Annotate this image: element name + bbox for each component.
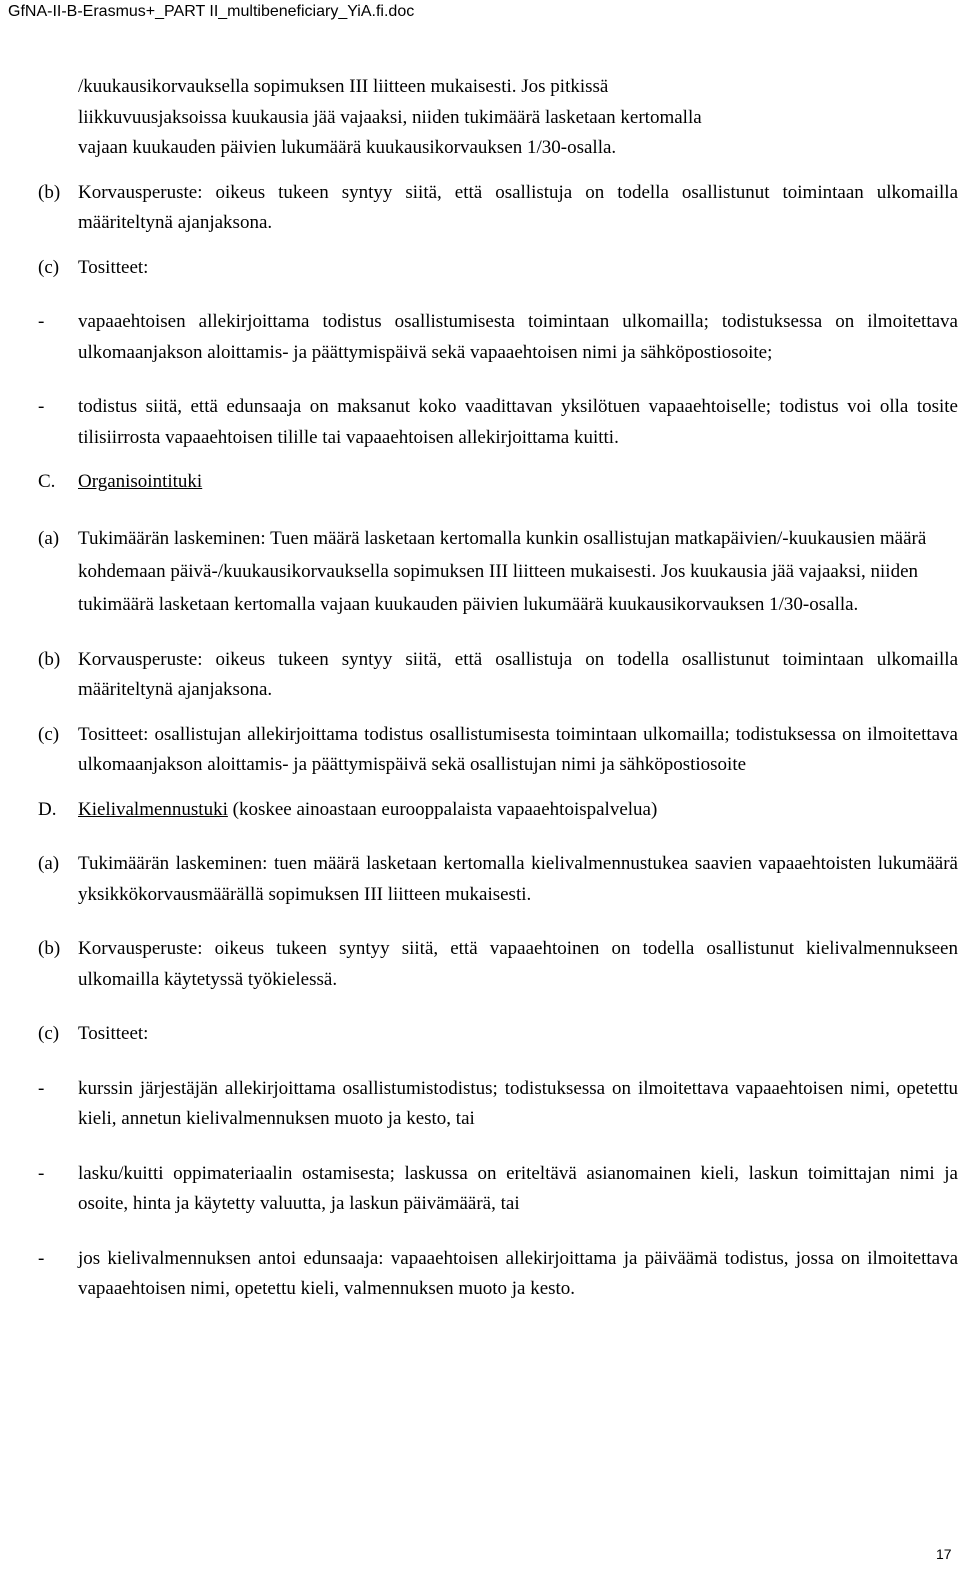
list-marker: (a): [38, 527, 60, 549]
section-letter: C.: [38, 471, 56, 492]
bullet-text: lasku/kuitti oppimateriaalin ostamisesta; laskussa on eriteltävä asianomainen kieli, laskun toimittajan nimi ja osoite, hinta ja käytetty valuutta, ja laskun päivämäärä, tai: [78, 1162, 958, 1214]
bullet-dash: -: [38, 396, 45, 417]
page-number: 17: [936, 1546, 952, 1562]
paragraph-text: Korvausperuste: oikeus tukeen syntyy siitä, että vapaaehtoinen on todella osallistunut kielivalmennukseen ulkomailla käytetyssä työkielessä.: [78, 938, 958, 990]
intro-paragraph: [38, 72, 958, 164]
paragraph-text: Tukimäärän laskeminen: Tuen määrä lasketaan kertomalla kunkin osallistujan matkapäivien/-kuukausien määrä kohdemaan päivä-/kuukausikorvauksella sopimuksen III liitteen mukaisesti. Jos kuukausia jää vajaaksi, niiden tukimäärä lasketaan kertomalla vajaan kuukauden päivien lukumäärä kuukausikorvauksen 1/30-osalla.: [78, 527, 927, 615]
prev-section-c: [38, 253, 958, 284]
section-d-item-c: [38, 1019, 958, 1050]
bullet-item: [38, 1159, 958, 1220]
section-letter: D.: [38, 798, 57, 820]
bullet-item: [38, 307, 958, 368]
bullet-item: [38, 392, 958, 453]
section-title: Organisointituki: [78, 471, 203, 492]
list-marker: (b): [38, 181, 61, 203]
paragraph-text: Tositteet: osallistujan allekirjoittama todistus osallistumisesta toimintaan ulkomailla; todistuksessa on ilmoitettava ulkomaanjakson aloittamis- ja päättymispäivä sekä osallistujan nimi ja sähköpostiosoite: [78, 723, 958, 775]
bullet-dash: -: [38, 1162, 45, 1184]
document-body: [38, 72, 958, 1305]
section-c-item-b: [38, 645, 958, 706]
list-marker: (a): [38, 853, 60, 874]
list-marker: (c): [38, 1023, 60, 1044]
bullet-dash: -: [38, 1077, 45, 1099]
bullet-text: kurssin järjestäjän allekirjoittama osallistumistodistus; todistuksessa on ilmoitettava vapaaehtoisen nimi, opetettu kieli, annetun kielivalmennuksen muoto ja kesto, tai: [78, 1077, 958, 1129]
bullet-text: todistus siitä, että edunsaaja on maksanut koko vaadittavan yksilötuen vapaaehtoiselle; todistus voi olla tosite tilisiirrosta vapaaehtoisen tilille tai vapaaehtoisen allekirjoittama kuitti.: [78, 396, 958, 448]
paragraph-text: Tositteet:: [78, 1023, 149, 1044]
bullet-text: vapaaehtoisen allekirjoittama todistus osallistumisesta toimintaan ulkomailla; todistuksessa on ilmoitettava ulkomaanjakson aloittamis- ja päättymispäivä sekä vapaaehtoisen nimi ja sähköpostiosoite;: [78, 311, 958, 363]
section-c-item-c: [38, 720, 958, 781]
section-c-item-a: [38, 522, 958, 621]
bullet-dash: -: [38, 311, 45, 332]
intro-line: liikkuvuusjaksoissa kuukausia jää vajaaksi, niiden tukimäärä lasketaan kertomalla: [78, 106, 702, 128]
section-heading-d: [38, 795, 958, 826]
section-heading-c: [38, 467, 958, 498]
bullet-item: [38, 1074, 958, 1135]
list-marker: (c): [38, 723, 60, 745]
intro-line: vajaan kuukauden päivien lukumäärä kuukausikorvauksen 1/30-osalla.: [78, 137, 617, 158]
section-d-item-b: [38, 934, 958, 995]
paragraph-text: Tositteet:: [78, 256, 149, 278]
section-d-item-a: [38, 849, 958, 910]
bullet-text: jos kielivalmennuksen antoi edunsaaja: vapaaehtoisen allekirjoittama ja päiväämä todistus, jossa on ilmoitettava vapaaehtoisen nimi, opetettu kieli, valmennuksen muoto ja kesto.: [78, 1247, 958, 1299]
prev-section-b: [38, 178, 958, 239]
section-subtitle: (koskee ainoastaan eurooppalaista vapaaehtoispalvelua): [232, 798, 658, 820]
paragraph-text: Korvausperuste: oikeus tukeen syntyy siitä, että osallistuja on todella osallistunut toimintaan ulkomailla määriteltynä ajanjaksona.: [78, 181, 958, 233]
bullet-dash: -: [38, 1247, 45, 1269]
paragraph-text: Tukimäärän laskeminen: tuen määrä lasketaan kertomalla kielivalmennustukea saavien vapaaehtoisten lukumäärä yksikkökorvausmäärällä sopimuksen III liitteen mukaisesti.: [78, 853, 958, 905]
list-marker: (b): [38, 938, 61, 959]
document-filename: GfNA-II-B-Erasmus+_PART II_multibeneficiary_YiA.fi.doc: [8, 3, 415, 20]
section-title: Kielivalmennustuki: [78, 798, 228, 820]
paragraph-text: Korvausperuste: oikeus tukeen syntyy siitä, että osallistuja on todella osallistunut toimintaan ulkomailla määriteltynä ajanjaksona.: [78, 648, 958, 700]
list-marker: (c): [38, 256, 60, 278]
bullet-item: [38, 1244, 958, 1305]
list-marker: (b): [38, 648, 61, 670]
intro-line: /kuukausikorvauksella sopimuksen III liitteen mukaisesti. Jos pitkissä: [78, 76, 609, 97]
